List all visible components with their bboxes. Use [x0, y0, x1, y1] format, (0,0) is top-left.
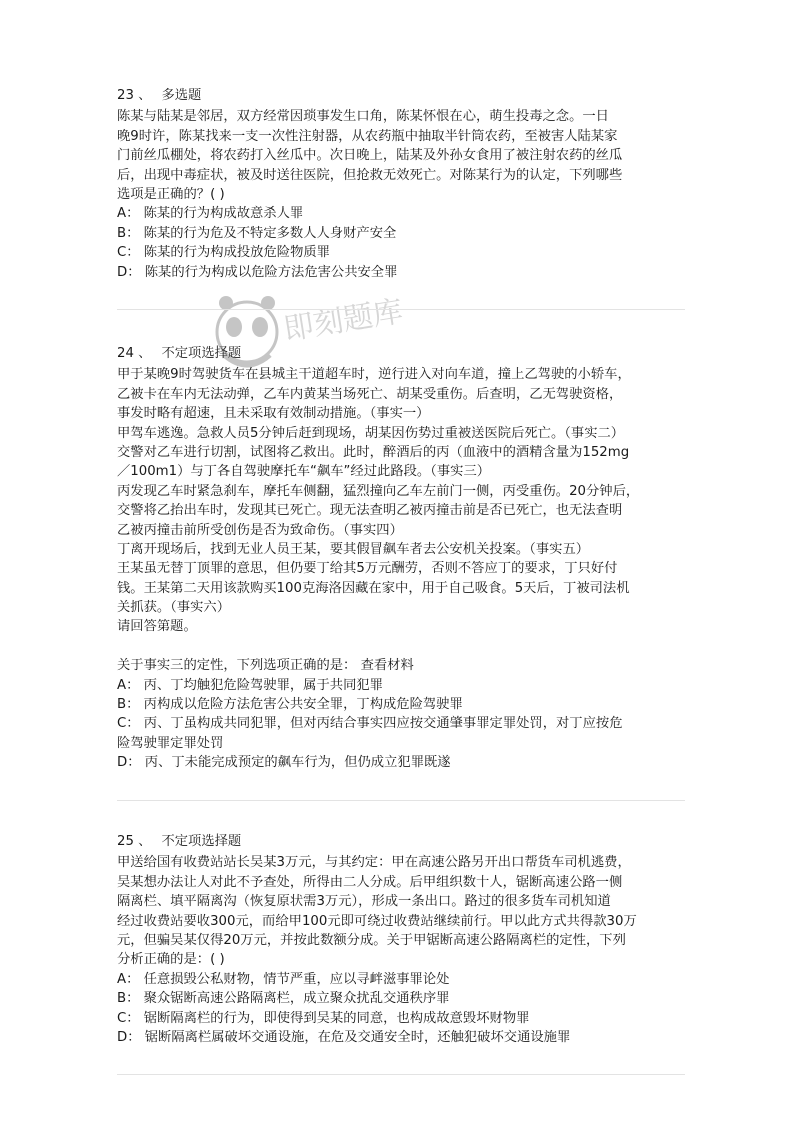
question-stem-line: 后，出现中毒症状，被及时送往医院，但抢救无效死亡。对陈某行为的认定，下列哪些 [117, 167, 623, 183]
question-stem-line: 交警将乙抬出车时，发现其已死亡。现无法查明乙被丙撞击前是否已死亡，也无法查明 [117, 503, 623, 519]
question-stem-line: 隔离栏、填平隔离沟（恢复原状需3万元），形成一条出口。路过的很多货车司机知道 [117, 894, 611, 910]
option-c: C： 锯断隔离栏的行为，即使得到吴某的同意，也构成故意毁坏财物罪 [117, 1010, 530, 1026]
option-b: B： 聚众锯断高速公路隔离栏，成立聚众扰乱交通秩序罪 [117, 991, 450, 1007]
question-stem-line: 钱。王某第二天用该款购买100克海洛因藏在家中，用于自己吸食。5天后，丁被司法机 [117, 580, 630, 596]
question-stem-line: 甲于某晚9时驾驶货车在县城主干道超车时，逆行进入对向车道，撞上乙驾驶的小轿车， [117, 367, 631, 383]
question-25 [117, 832, 693, 1047]
question-header [117, 344, 693, 363]
question-type: 多选题 [161, 88, 202, 103]
question-stem-line: 经过收费站要收300元，而给甲100元即可绕过收费站继续前行。甲以此方式共得款30万 [117, 913, 637, 929]
question-stem-line: 乙被丙撞击前所受创伤是否为致命伤。（事实四） [117, 522, 403, 538]
question-stem-line: 请回答第题。 [117, 619, 197, 635]
question-stem-line: 甲送给国有收费站站长吴某3万元，与其约定：甲在高速公路另开出口帮货车司机逃费， [117, 855, 631, 871]
watermark-text: 即刻题库 [281, 294, 406, 348]
option-b: B： 丙构成以危险方法危害公共安全罪，丁构成危险驾驶罪 [117, 697, 463, 713]
question-stem-line: 元，但骗吴某仅得20万元，并按此数额分成。关于甲锯断高速公路隔离栏的定性，下列 [117, 932, 626, 948]
question-type: 不定项选择题 [161, 834, 242, 849]
question-stem-line: 乙被卡在车内无法动弹，乙车内黄某当场死亡、胡某受重伤。后查明，乙无驾驶资格， [117, 386, 623, 402]
question-stem-line: 选项是正确的？( ) [117, 186, 225, 202]
question-type: 不定项选择题 [161, 346, 242, 361]
question-stem-line: 事发时略有超速，且未采取有效制动措施。（事实一） [117, 406, 430, 422]
question-24 [117, 344, 693, 773]
question-stem-line: 甲驾车逃逸。急救人员5分钟后赶到现场，胡某因伤势过重被送医院后死亡。（事实二） [117, 425, 625, 441]
option-d: D： 锯断隔离栏属破坏交通设施，在危及交通安全时，还触犯破坏交通设施罪 [117, 1029, 571, 1045]
question-number: 23 、 [117, 88, 152, 103]
question-23 [117, 86, 693, 282]
question-stem-line: 吴某想办法让人对此不予查处，所得由二人分成。后甲组织数十人，锯断高速公路一侧 [117, 874, 623, 890]
option-d: D： 陈某的行为构成以危险方法危害公共安全罪 [117, 264, 398, 280]
question-stem-line: 丙发现乙车时紧急刹车，摩托车侧翻，猛烈撞向乙车左前门一侧，丙受重伤。20分钟后， [117, 483, 640, 499]
option-a: A： 陈某的行为构成故意杀人罪 [117, 206, 304, 222]
question-number: 24 、 [117, 346, 152, 361]
divider [117, 800, 685, 801]
option-a: A： 丙、丁均触犯危险驾驶罪，属于共同犯罪 [117, 677, 383, 693]
question-stem-line: 关抓获。（事实六） [117, 600, 231, 616]
question-stem-line: 门前丝瓜棚处，将农药打入丝瓜中。次日晚上，陆某及外孙女食用了被注射农药的丝瓜 [117, 148, 623, 164]
option-c-continued: 险驾驶罪定罪处罚 [117, 735, 224, 751]
question-header [117, 832, 693, 851]
question-stem-line: 王某虽无替丁顶罪的意思，但仍要丁给其5万元酬劳，否则不答应丁的要求，丁只好付 [117, 561, 618, 577]
option-d: D： 丙、丁未能完成预定的飙车行为，但仍成立犯罪既遂 [117, 755, 451, 771]
question-number: 25 、 [117, 834, 152, 849]
question-stem-line: 陈某与陆某是邻居，双方经常因琐事发生口角，陈某怀恨在心，萌生投毒之念。一日 [117, 109, 609, 125]
sub-question: 关于事实三的定性，下列选项正确的是： 查看材料 [117, 658, 414, 674]
option-c: C： 陈某的行为构成投放危险物质罪 [117, 245, 330, 261]
question-stem-line: 分析正确的是：( ) [117, 952, 225, 968]
question-stem-line: ／100m1）与丁各自驾驶摩托车“飙车”经过此路段。（事实三） [117, 464, 491, 480]
option-a: A： 任意损毁公私财物，情节严重，应以寻衅滋事罪论处 [117, 971, 450, 987]
divider [117, 1074, 685, 1075]
spacer [117, 637, 693, 656]
question-stem-line: 晚9时许，陈某找来一支一次性注射器，从农药瓶中抽取半针筒农药，至被害人陆某家 [117, 128, 618, 144]
option-c: C： 丙、丁虽构成共同犯罪，但对丙结合事实四应按交通肇事罪定罪处罚，对丁应按危 [117, 716, 623, 732]
question-header [117, 86, 693, 105]
option-b: B： 陈某的行为危及不特定多数人人身财产安全 [117, 225, 397, 241]
question-stem-line: 交警对乙车进行切割，试图将乙救出。此时，醉酒后的丙（血液中的酒精含量为152mg [117, 444, 630, 460]
question-stem-line: 丁离开现场后，找到无业人员王某，要其假冒飙车者去公安机关投案。（事实五） [117, 541, 590, 557]
divider [117, 309, 685, 310]
